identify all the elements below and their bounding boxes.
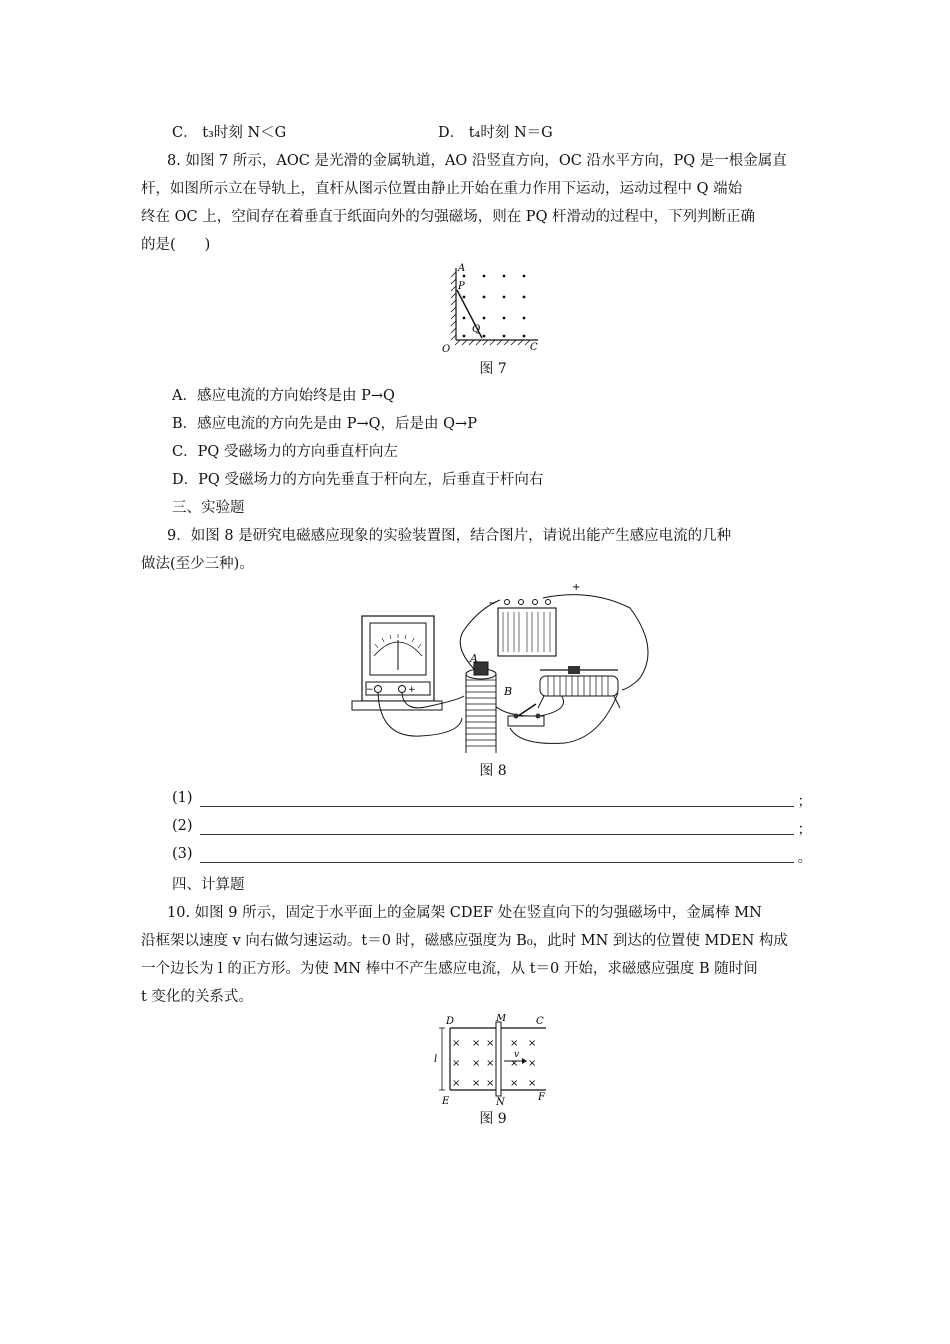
answer-blank-3-end: 。 [797, 850, 812, 866]
svg-text:×: × [472, 1078, 481, 1089]
q8-option-a: A．感应电流的方向始终是由 P→Q [172, 388, 395, 404]
rheostat [538, 666, 620, 708]
figure-9-diagram [430, 1014, 560, 1106]
answer-blank-3[interactable] [172, 846, 812, 868]
answer-blank-1-number: (1) [172, 790, 193, 806]
q10-text-line-1: 10. 如图 9 所示，固定于水平面上的金属架 CDEF 处在竖直向下的匀强磁场中，金属棒 MN [167, 905, 762, 921]
fig7-label-o: O [442, 344, 451, 354]
q7-option-d: D． t₄时刻 N＝G [438, 125, 553, 141]
fig7-label-c: C [530, 342, 538, 353]
figure-9-caption: 图 9 [479, 1111, 507, 1127]
fig8-label-a: A [470, 652, 478, 665]
svg-text:×: × [510, 1058, 519, 1069]
svg-text:×: × [472, 1038, 481, 1049]
section-3-heading: 三、实验题 [172, 500, 245, 516]
svg-text:×: × [486, 1078, 495, 1089]
answer-blank-2-line [200, 834, 794, 835]
coil-b [466, 662, 496, 753]
q7-option-c: C． t₃时刻 N＜G [172, 125, 287, 141]
figure-8-diagram [340, 578, 660, 753]
fig9-label-n: N [496, 1097, 505, 1106]
fig9-label-l: l [434, 1054, 438, 1065]
q10-text-line-4: t 变化的关系式。 [141, 989, 253, 1005]
q9-text-line-2: 做法(至少三种)。 [141, 556, 254, 572]
fig9-label-v: v [514, 1050, 520, 1060]
section-4-heading: 四、计算题 [172, 877, 245, 893]
svg-text:×: × [528, 1058, 537, 1069]
q8-text-line-2: 杆，如图所示立在导轨上，直杆从图示位置由静止开始在重力作用下运动，运动过程中 Q 端始 [141, 181, 743, 197]
meter-plus-label: + [408, 685, 416, 695]
answer-blank-3-number: (3) [172, 846, 193, 862]
figure-8-caption: 图 8 [479, 763, 507, 779]
answer-blank-2[interactable] [172, 818, 812, 840]
svg-text:×: × [528, 1078, 537, 1089]
q8-option-d: D．PQ 受磁场力的方向先垂直于杆向左，后垂直于杆向右 [172, 472, 544, 488]
battery [488, 582, 580, 656]
svg-text:×: × [472, 1058, 481, 1069]
q8-text-line-3: 终在 OC 上，空间存在着垂直于纸面向外的匀强磁场，则在 PQ 杆滑动的过程中，下列判断正确 [141, 209, 756, 225]
meter-minus-label: − [366, 685, 374, 695]
fig7-label-q: Q [472, 324, 481, 335]
q8-option-b: B．感应电流的方向先是由 P→Q，后是由 Q→P [172, 416, 477, 432]
svg-text:×: × [528, 1038, 537, 1049]
fig9-label-e: E [442, 1096, 450, 1106]
fig7-label-p: P [458, 281, 465, 292]
svg-text:×: × [486, 1058, 495, 1069]
q8-option-c: C．PQ 受磁场力的方向垂直杆向左 [172, 444, 398, 460]
figure-7-diagram [438, 262, 548, 354]
answer-blank-1[interactable] [172, 790, 812, 812]
answer-blank-1-line [200, 806, 794, 807]
svg-text:×: × [452, 1038, 461, 1049]
fig9-label-m: M [496, 1014, 507, 1024]
q9-text-line-1: 9．如图 8 是研究电磁感应现象的实验装置图，结合图片，请说出能产生感应电流的几种 [167, 528, 732, 544]
q10-text-line-2: 沿框架以速度 v 向右做匀速运动。t＝0 时，磁感应强度为 B₀，此时 MN 到达的位置使 MDEN 构成 [141, 933, 788, 949]
figure-7-caption: 图 7 [479, 361, 507, 377]
answer-blank-1-end: ； [797, 794, 812, 810]
q8-text-line-1: 8. 如图 7 所示，AOC 是光滑的金属轨道，AO 沿竖直方向，OC 沿水平方向，PQ 是一根金属直 [167, 153, 787, 169]
svg-text:×: × [510, 1038, 519, 1049]
q10-text-line-3: 一个边长为 l 的正方形。为使 MN 棒中不产生感应电流，从 t＝0 开始，求磁感应强度 B 随时间 [141, 961, 758, 977]
fig9-label-c: C [536, 1016, 544, 1027]
answer-blank-2-end: ； [797, 822, 812, 838]
answer-blank-3-line [200, 862, 794, 863]
svg-text:×: × [486, 1038, 495, 1049]
battery-plus-label: + [572, 582, 581, 593]
svg-text:×: × [452, 1058, 461, 1069]
battery-minus-label: − [488, 598, 497, 609]
fig7-label-a: A [458, 263, 466, 274]
fig9-label-d: D [446, 1016, 455, 1027]
fig9-label-f: F [538, 1092, 545, 1103]
answer-blank-2-number: (2) [172, 818, 193, 834]
svg-text:×: × [452, 1078, 461, 1089]
svg-text:×: × [510, 1078, 519, 1089]
fig8-label-b: B [504, 685, 513, 698]
galvanometer [352, 616, 442, 710]
q8-text-line-4: 的是( ) [141, 237, 211, 253]
